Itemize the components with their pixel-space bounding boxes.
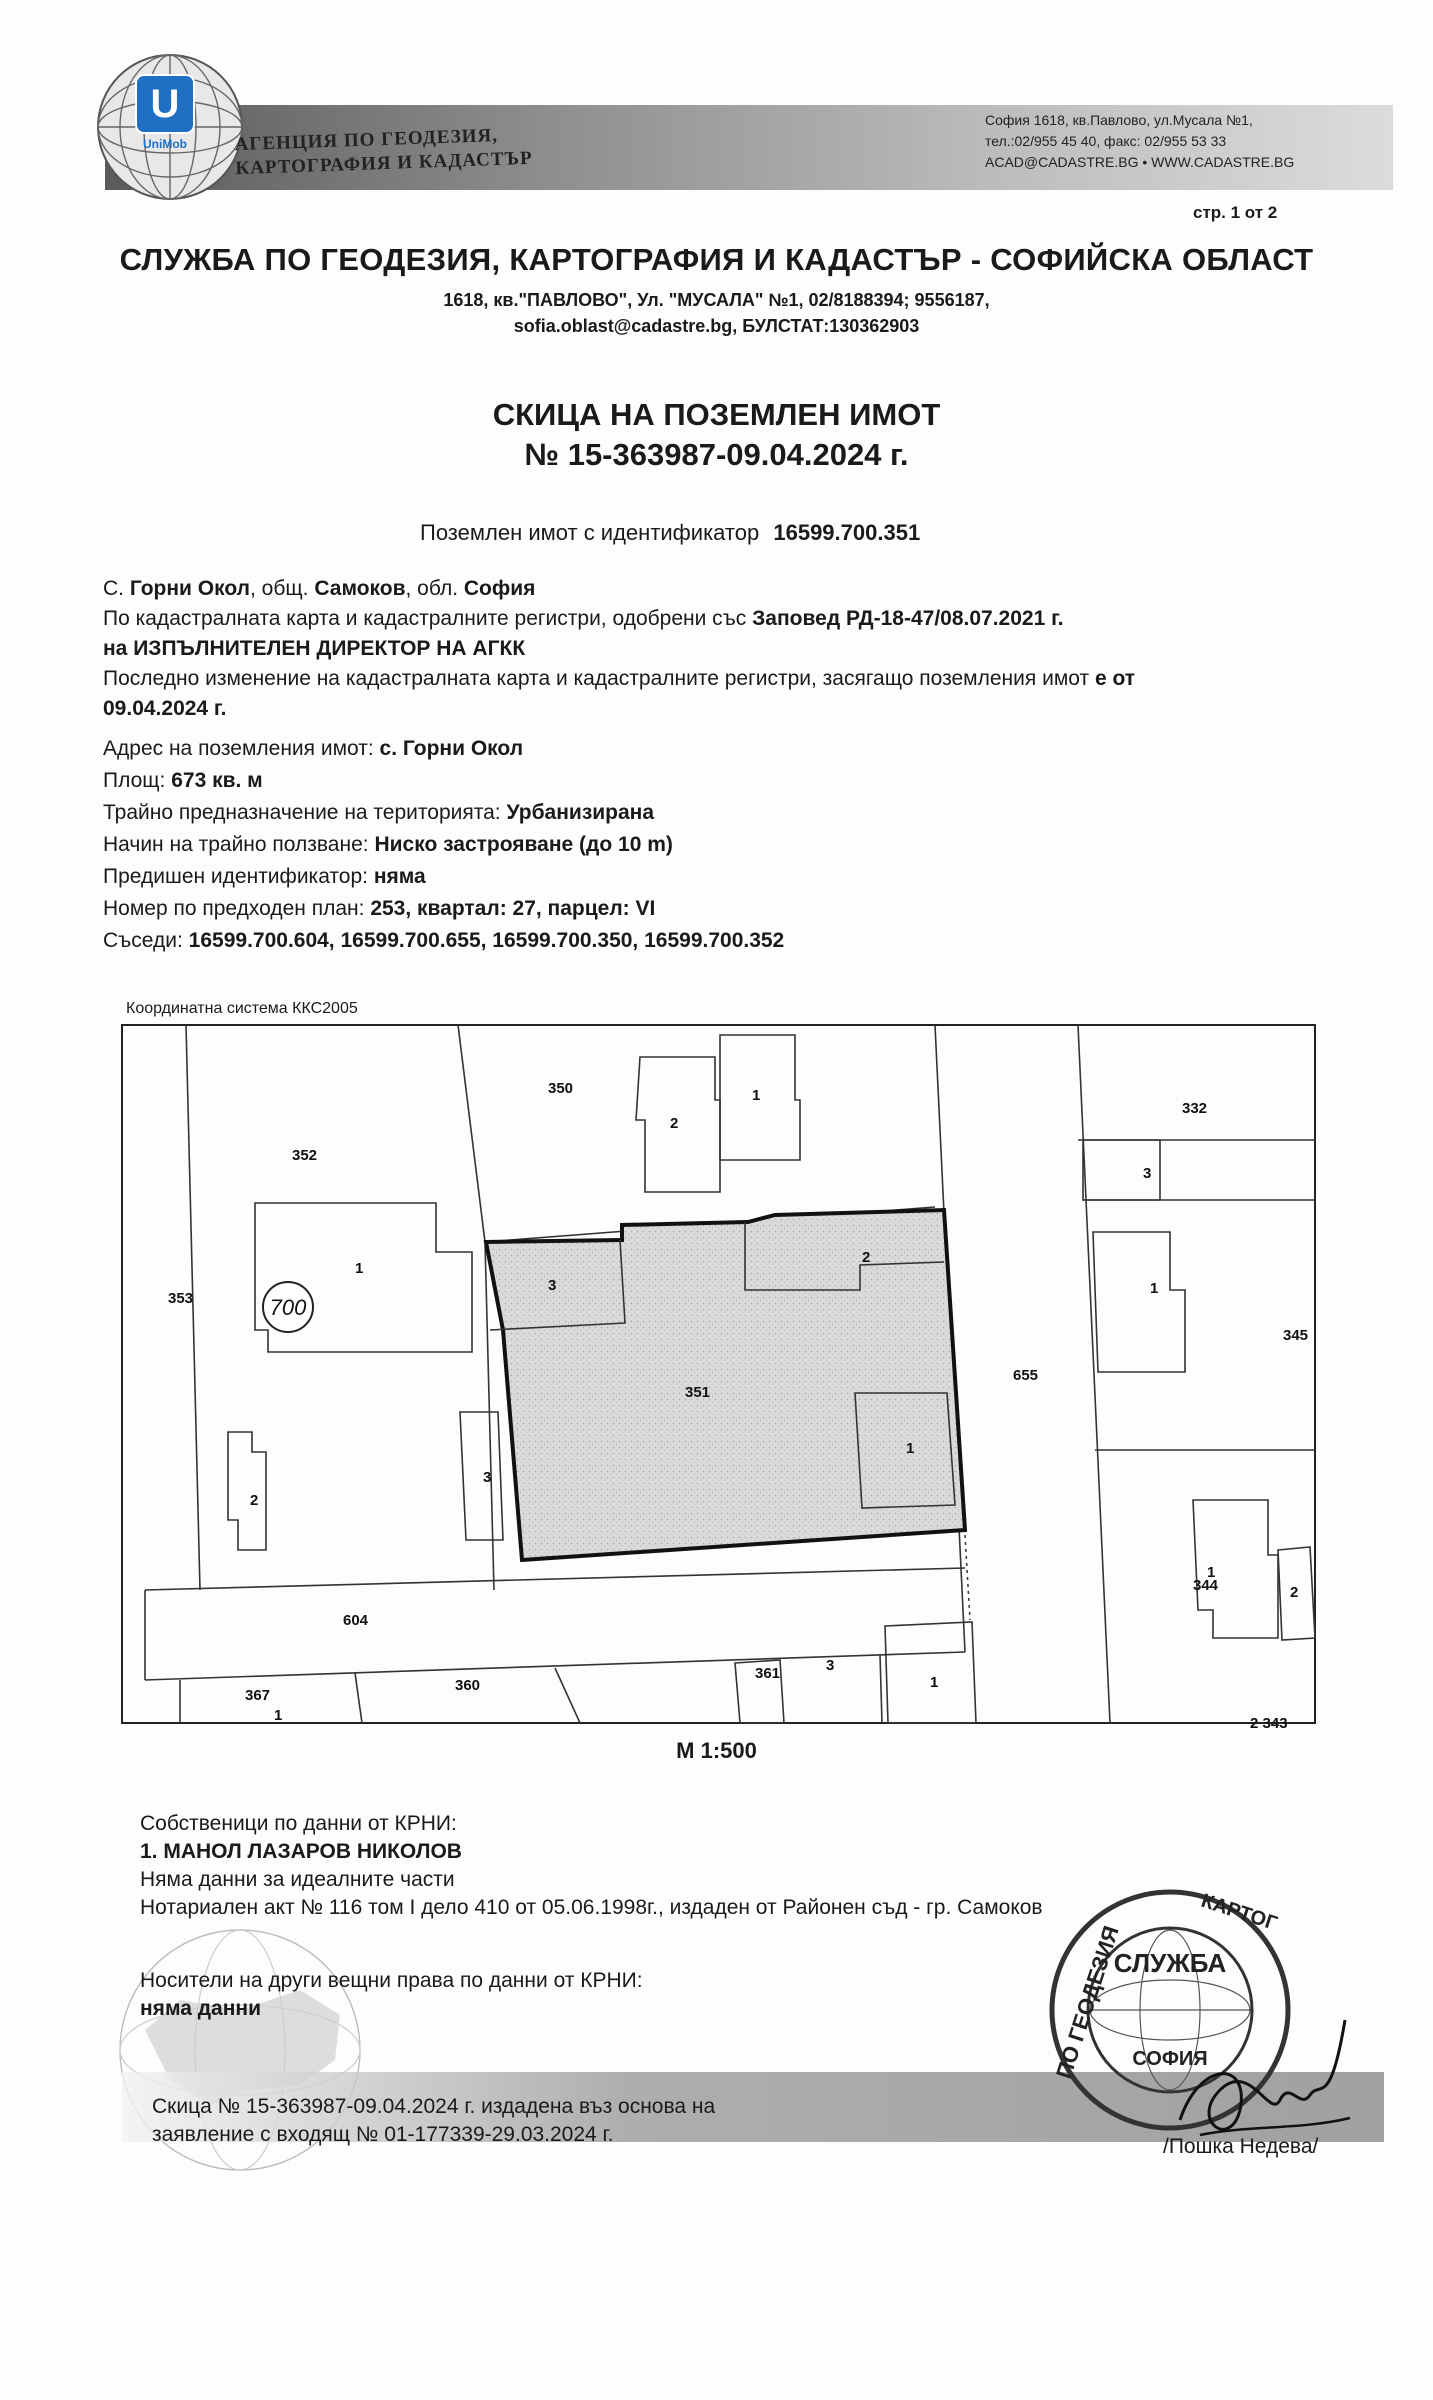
owner-1: 1. МАНОЛ ЛАЗАРОВ НИКОЛОВ <box>140 1840 462 1863</box>
office-address: 1618, кв."ПАВЛОВО", Ул. "МУСАЛА" №1, 02/8188394; 9556187, <box>443 290 990 310</box>
issued-line-1: Скица № 15-363987-09.04.2024 г. издадена въз основа на <box>152 2095 716 2118</box>
label-360: 360 <box>455 1677 481 1694</box>
map-approval: По кадастралната карта и кадастралните регистри, одобрени със <box>103 607 747 630</box>
stamp-text-left: ПО ГЕОДЕЗИЯ <box>1050 1922 1124 2082</box>
bnum-352-1: 1 <box>355 1260 364 1277</box>
municipality: Самоков <box>314 577 406 600</box>
bnum-345-1: 1 <box>1150 1280 1159 1297</box>
svg-text:U: U <box>150 82 180 126</box>
bnum-332-3: 3 <box>1143 1165 1152 1182</box>
identifier-label: Поземлен имот с идентификатор <box>420 520 760 545</box>
area-label: Площ: <box>103 769 166 792</box>
bnum-bottom-1: 1 <box>930 1674 939 1691</box>
bnum-351-1: 1 <box>906 1440 915 1457</box>
bnum-361-3: 3 <box>826 1657 835 1674</box>
other-rights-heading: Носители на други вещни права по данни от КРНИ: <box>140 1969 643 1992</box>
label-367: 367 <box>245 1687 271 1704</box>
issued-line-2: заявление с входящ № 01-177339-29.03.2024 г. <box>152 2123 614 2146</box>
building-344-1 <box>1193 1500 1278 1638</box>
agency-line-1: АГЕНЦИЯ ПО ГЕОДЕЗИЯ, <box>234 125 499 156</box>
prev-plan-label: Номер по предходен план: <box>103 897 365 920</box>
owner-deed: Нотариален акт № 116 том I дело 410 от 05.06.1998г., издаден от Районен съд - гр. Самоков <box>140 1896 1043 1919</box>
building-345-1 <box>1093 1232 1185 1372</box>
label-353: 353 <box>168 1290 194 1307</box>
region-label: , обл. <box>405 577 459 600</box>
document-title: СКИЦА НА ПОЗЕМЛЕН ИМОТ <box>492 397 941 432</box>
office-email: sofia.oblast@cadastre.bg, БУЛСТАТ:130362903 <box>513 316 920 336</box>
stamp-text-right: КАРТОГ <box>1198 1889 1280 1935</box>
prev-id-value: няма <box>373 865 426 888</box>
address-value: с. Горни Окол <box>379 737 524 760</box>
label-343: 2 343 <box>1250 1715 1288 1732</box>
use-value: Ниско застрояване (до 10 m) <box>374 833 673 856</box>
purpose-value: Урбанизирана <box>506 801 655 824</box>
contact-line-3: ACAD@CADASTRE.BG • WWW.CADASTRE.BG <box>985 154 1295 170</box>
building-bottom-1 <box>885 1622 976 1723</box>
label-361: 361 <box>755 1665 781 1682</box>
stamp-text-top: СЛУЖБА <box>1113 1948 1227 1978</box>
region: София <box>463 577 536 600</box>
bnum-351-3: 3 <box>548 1277 557 1294</box>
building-352-3 <box>460 1412 503 1540</box>
map-scale: М 1:500 <box>676 1738 757 1763</box>
last-change-prefix: е от <box>1094 667 1136 690</box>
address-label: Адрес на поземления имот: <box>103 737 374 760</box>
contact-line-1: София 1618, кв.Павлово, ул.Мусала №1, <box>985 112 1253 128</box>
bnum-351-2: 2 <box>862 1249 871 1266</box>
bnum-350-2: 2 <box>670 1115 679 1132</box>
prev-id-label: Предишен идентификатор: <box>103 865 368 888</box>
label-345: 345 <box>1283 1327 1309 1344</box>
contact-line-2: тел.:02/955 45 40, факс: 02/955 53 33 <box>985 133 1227 149</box>
bnum-367-1: 1 <box>274 1707 283 1724</box>
coordinate-system: Координатна система ККС2005 <box>126 1000 358 1017</box>
village: Горни Окол <box>129 577 250 600</box>
building-352-2 <box>228 1432 266 1550</box>
bnum-344-2: 2 <box>1290 1584 1299 1601</box>
block-number: 700 <box>269 1295 307 1320</box>
last-change-date: 09.04.2024 г. <box>103 697 227 720</box>
identifier-value: 16599.700.351 <box>773 520 921 545</box>
signatory-name: /Пошка Недева/ <box>1163 2135 1319 2158</box>
purpose-label: Трайно предназначение на територията: <box>103 801 501 824</box>
label-350: 350 <box>548 1080 574 1097</box>
label-655: 655 <box>1013 1367 1039 1384</box>
stamp-text-city: СОФИЯ <box>1132 2048 1208 2070</box>
label-332: 332 <box>1182 1100 1208 1117</box>
municipality-label: , общ. <box>250 577 309 600</box>
use-label: Начин на трайно ползване: <box>103 833 369 856</box>
neighbors-value: 16599.700.604, 16599.700.655, 16599.700.350, 16599.700.352 <box>188 929 785 952</box>
approval-order: Заповед РД-18-47/08.07.2021 г. <box>752 607 1064 630</box>
label-604: 604 <box>343 1612 369 1629</box>
office-name: СЛУЖБА ПО ГЕОДЕЗИЯ, КАРТОГРАФИЯ И КАДАСТЪР - СОФИЙСКА ОБЛАСТ <box>119 242 1314 277</box>
place-prefix: С. <box>103 577 124 600</box>
bnum-352-3: 3 <box>483 1469 492 1486</box>
prev-plan-value: 253, квартал: 27, парцел: VI <box>370 897 656 920</box>
issuer: на ИЗПЪЛНИТЕЛЕН ДИРЕКТОР НА АГКК <box>103 637 526 660</box>
page-number: стр. 1 от 2 <box>1193 203 1278 222</box>
bnum-350-1: 1 <box>752 1087 761 1104</box>
label-352: 352 <box>292 1147 318 1164</box>
logo-text: UniMob <box>143 137 187 151</box>
label-351: 351 <box>685 1384 711 1401</box>
area-value: 673 кв. м <box>171 769 263 792</box>
owner-shares: Няма данни за идеалните части <box>140 1868 455 1891</box>
neighbors-label: Съседи: <box>103 929 183 952</box>
dotted-boundary <box>965 1535 970 1620</box>
agency-line-2: КАРТОГРАФИЯ И КАДАСТЪР <box>235 147 533 180</box>
bnum-344-1: 1 <box>1207 1564 1216 1581</box>
last-change: Последно изменение на кадастралната карта и кадастралните регистри, засягащо поземления имот <box>103 667 1090 690</box>
owners-heading: Собственици по данни от КРНИ: <box>140 1812 457 1835</box>
bnum-352-2: 2 <box>250 1492 259 1509</box>
label-344: 344 <box>1193 1577 1219 1594</box>
other-rights-value: няма данни <box>140 1997 261 2020</box>
document-number: № 15-363987-09.04.2024 г. <box>524 437 909 472</box>
